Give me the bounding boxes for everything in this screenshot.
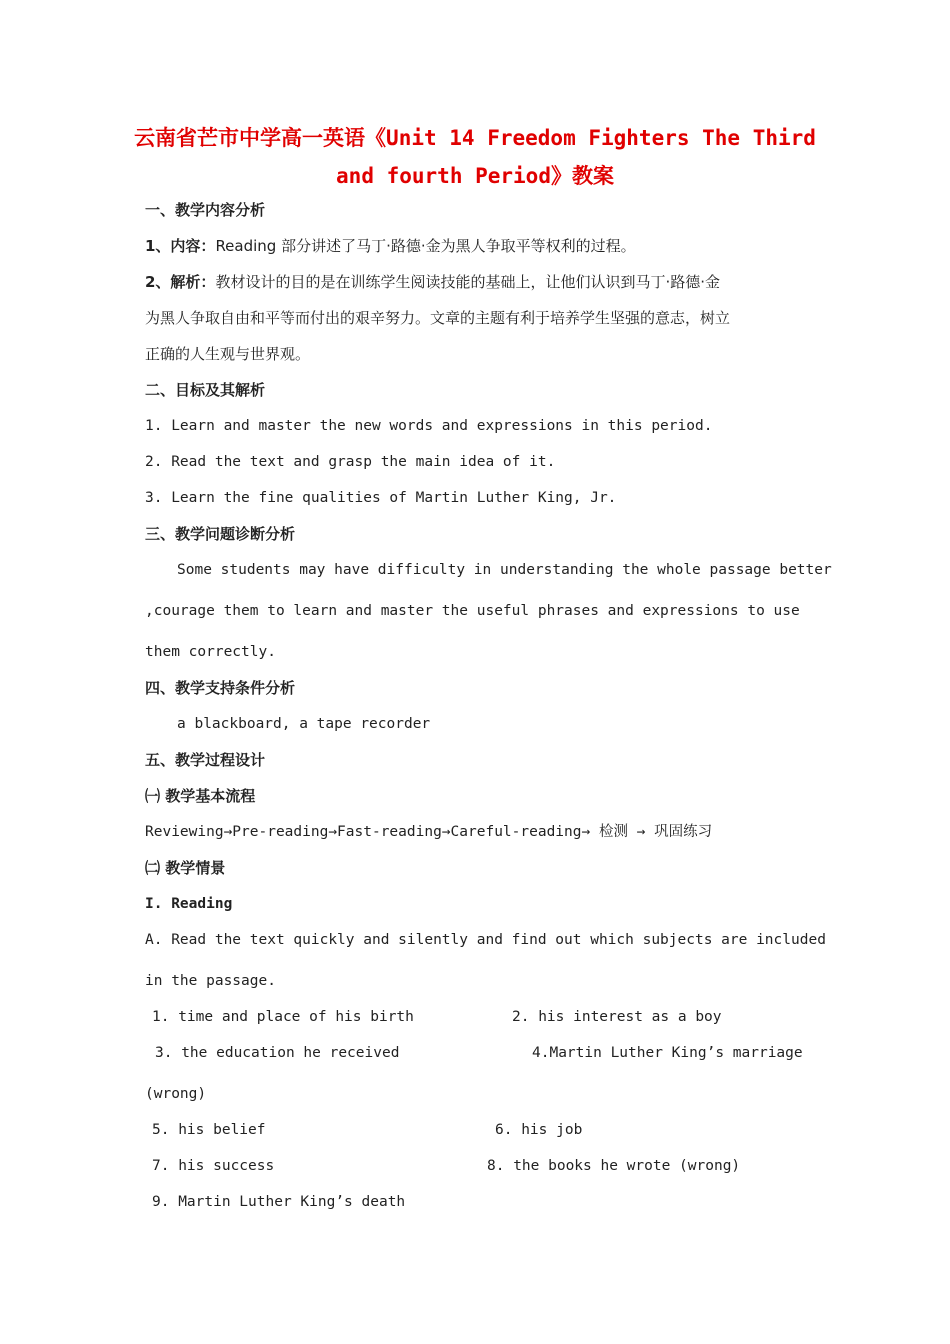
subject-item: 7. his success [152, 1158, 275, 1174]
support-conditions-text: a blackboard, a tape recorder [177, 716, 431, 732]
goal-item: 1. Learn and master the new words and expressions in this period. [145, 418, 713, 434]
reading-heading: I. Reading [145, 896, 233, 912]
subject-item: 6. his job [495, 1122, 583, 1138]
analysis-text-1: 教材设计的目的是在训练学生阅读技能的基础上，让他们认识到马丁·路德·金 [215, 273, 720, 291]
task-a-line-1: A. Read the text quickly and silently and find out which subjects are included [145, 932, 826, 948]
subject-item: 1. time and place of his birth [152, 1009, 414, 1025]
subject-item: 8. the books he wrote (wrong) [487, 1158, 741, 1174]
subject-item: 3. the education he received [155, 1045, 400, 1061]
subject-item: 4.Martin Luther King’s marriage [532, 1045, 803, 1061]
section-2-heading: 二、目标及其解析 [145, 381, 266, 399]
section-1-heading: 一、教学内容分析 [145, 201, 266, 219]
content-label: 1、内容： [145, 237, 216, 255]
content-paragraph [145, 236, 636, 256]
document-title-line-1: 云南省芒市中学高一英语《Unit 14 Freedom Fighters The Third [134, 126, 816, 150]
diagnosis-line-3: them correctly. [145, 644, 276, 660]
teaching-flow: Reviewing→Pre-reading→Fast-reading→Careful-reading→ 检测 → 巩固练习 [145, 824, 713, 840]
analysis-paragraph-line-2: 为黑人争取自由和平等而付出的艰辛努力。文章的主题有利于培养学生坚强的意志，树立 [145, 309, 731, 327]
section-5-heading: 五、教学过程设计 [145, 751, 266, 769]
analysis-paragraph-line-3: 正确的人生观与世界观。 [145, 345, 311, 363]
document-title-line-2: and fourth Period》教案 [336, 164, 614, 188]
subject-item-note: (wrong) [145, 1086, 207, 1102]
section-4-heading: 四、教学支持条件分析 [145, 679, 296, 697]
goal-item: 3. Learn the fine qualities of Martin Luther King, Jr. [145, 490, 617, 506]
subject-item: 9. Martin Luther King’s death [152, 1194, 406, 1210]
subject-item: 5. his belief [152, 1122, 266, 1138]
analysis-label: 2、解析： [145, 273, 216, 291]
content-text: Reading 部分讲述了马丁·路德·金为黑人争取平等权利的过程。 [215, 237, 636, 255]
task-a-line-2: in the passage. [145, 973, 276, 989]
basic-flow-heading: ㈠ 教学基本流程 [145, 787, 256, 805]
diagnosis-line-1: Some students may have difficulty in understanding the whole passage better [177, 562, 832, 578]
analysis-paragraph-line-1 [145, 272, 720, 292]
section-3-heading: 三、教学问题诊断分析 [145, 525, 296, 543]
subject-item: 2. his interest as a boy [512, 1009, 722, 1025]
diagnosis-line-2: ,courage them to learn and master the useful phrases and expressions to use [145, 603, 800, 619]
teaching-scenario-heading: ㈡ 教学情景 [145, 859, 226, 877]
goal-item: 2. Read the text and grasp the main idea of it. [145, 454, 556, 470]
